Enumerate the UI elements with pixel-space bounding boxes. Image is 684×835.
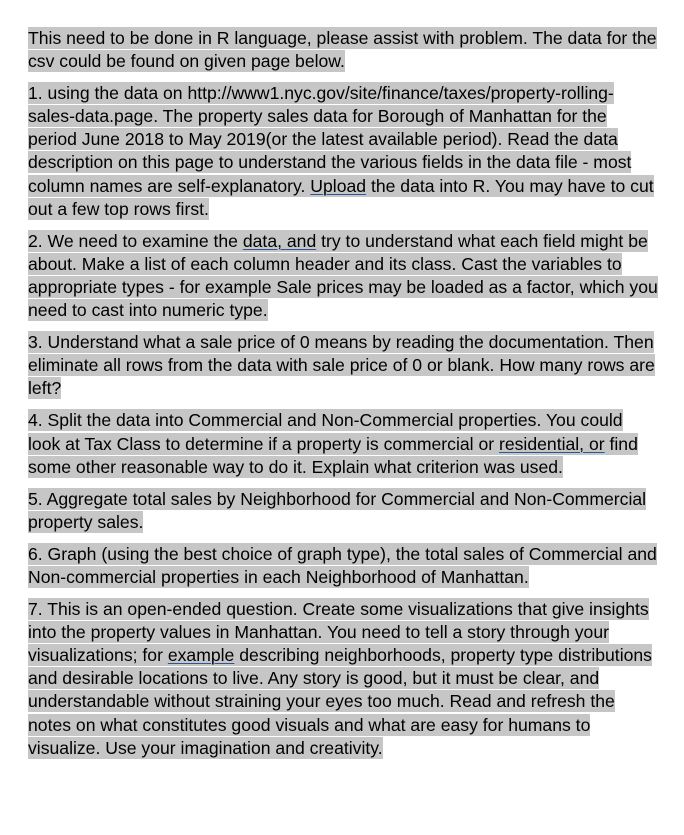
paragraph-item-1 xyxy=(28,82,658,221)
underlined-word: data, and xyxy=(242,230,317,251)
highlighted-text xyxy=(28,27,657,72)
paragraph-item-2 xyxy=(28,230,658,322)
text-segment: try to understand what each field might be about. Make a list of each column header and its class. Cast the variables to appropriate types - for example Sale prices may be loaded as a factor, which you need to cast into numeric type. xyxy=(28,230,658,321)
document-body xyxy=(28,27,658,769)
text-segment: find some other reasonable way to do it. Explain what criterion was used. xyxy=(28,433,638,477)
highlighted-text xyxy=(28,409,638,477)
text-segment: 2. We need to examine the xyxy=(28,230,243,251)
highlighted-text xyxy=(28,598,652,759)
text-segment: the data into R. You may have to cut out a few top rows first. xyxy=(28,175,654,219)
paragraph-item-3 xyxy=(28,331,658,400)
highlighted-text xyxy=(28,488,646,533)
highlighted-text xyxy=(28,543,657,588)
text-segment: This need to be done in R language, please assist with problem. The data for the csv could be found on given page below. xyxy=(28,28,657,72)
text-segment: 5. Aggregate total sales by Neighborhood for Commercial and Non-Commercial property sales. xyxy=(28,488,647,532)
underlined-word: example xyxy=(167,645,235,666)
paragraph-item-4 xyxy=(28,409,658,478)
text-segment: 7. This is an open-ended question. Create some visualizations that give insights into the property values in Manhattan. You need to tell a story through your visualizations; for xyxy=(28,599,649,666)
paragraph-intro xyxy=(28,27,658,73)
paragraph-item-6 xyxy=(28,543,658,589)
text-segment: describing neighborhoods, property type distributions and desirable locations to live. Any story is good, but it must be clear, and understandable without straining your eyes too much. Read and refresh the notes on what constitutes good visuals and what are easy for humans to visualize. Use your imagination and creativity. xyxy=(28,645,652,758)
paragraph-item-7 xyxy=(28,598,658,760)
highlighted-text xyxy=(28,331,655,399)
highlighted-text xyxy=(28,230,658,321)
text-segment: 4. Split the data into Commercial and Non-Commercial properties. You could look at Tax Class to determine if a property is commercial or xyxy=(28,410,623,454)
paragraph-item-5 xyxy=(28,488,658,534)
underlined-word: Upload xyxy=(310,175,367,196)
underlined-word: residential, or xyxy=(498,433,605,454)
text-segment: 1. using the data on http://www1.nyc.gov/site/finance/taxes/property-rolling-sales-data.page. The property sales data for Borough of Manhattan for the period June 2018 to May 2019(or the latest available period). Read the data description on this page to understand the various fields in the data file - most column names are self-explanatory. xyxy=(28,83,632,196)
text-segment: 6. Graph (using the best choice of graph type), the total sales of Commercial and Non-commercial properties in each Neighborhood of Manhattan. xyxy=(28,543,657,587)
highlighted-text xyxy=(28,82,654,219)
text-segment: 3. Understand what a sale price of 0 means by reading the documentation. Then eliminate all rows from the data with sale price of 0 or blank. How many rows are left? xyxy=(28,332,655,399)
